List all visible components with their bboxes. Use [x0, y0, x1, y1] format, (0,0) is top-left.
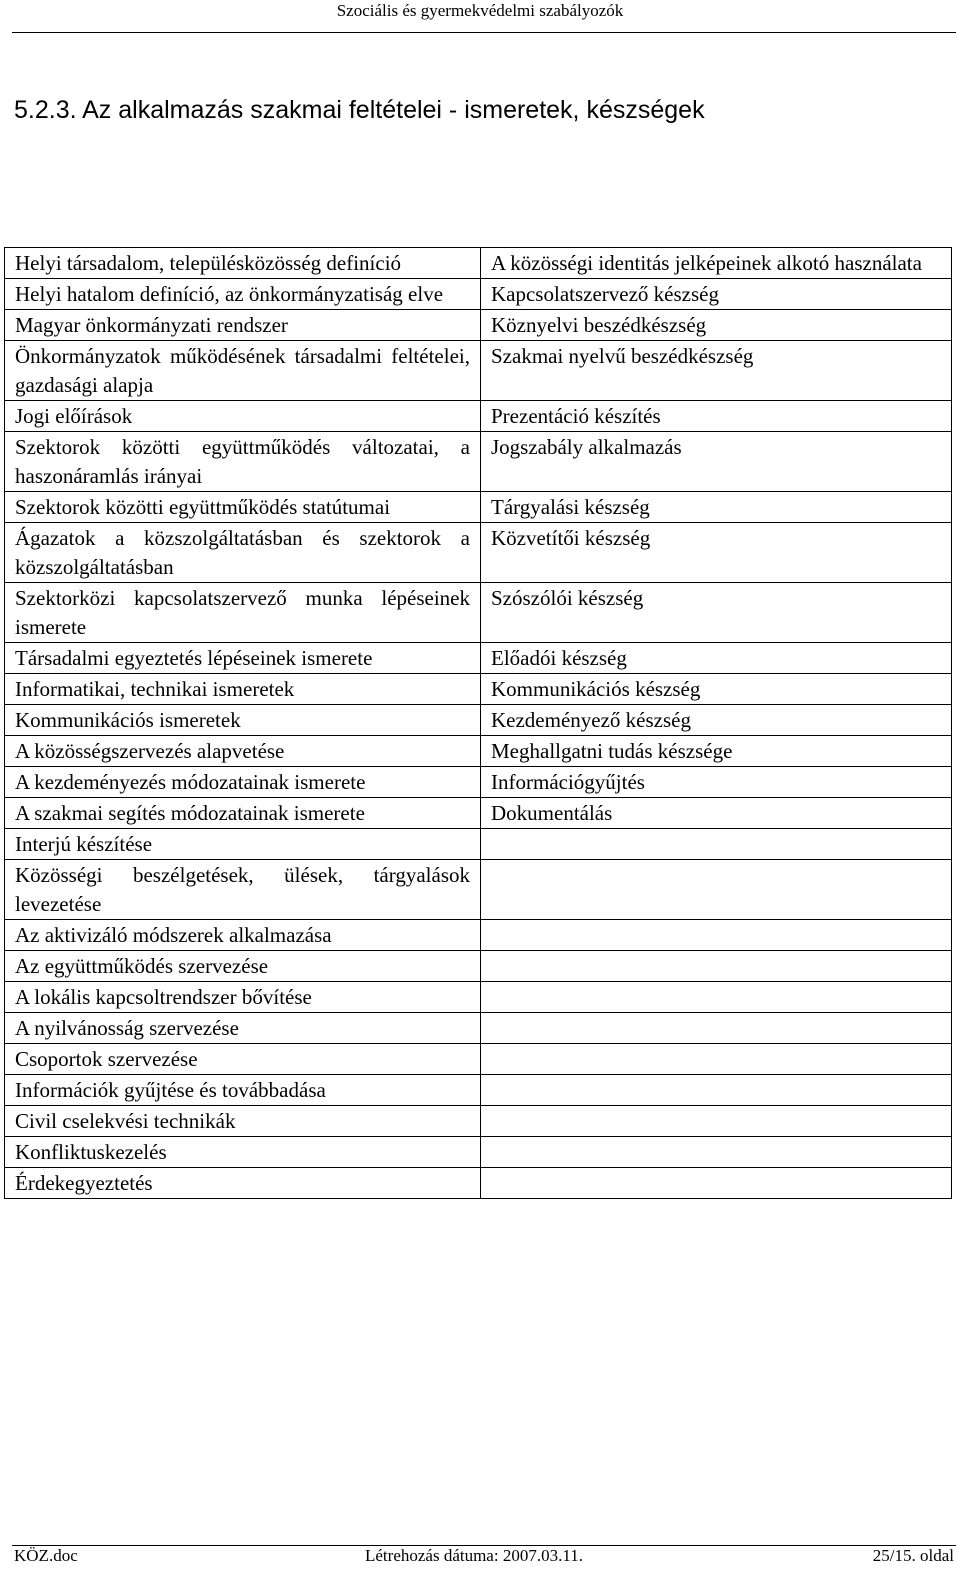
knowledge-cell: Informatikai, technikai ismeretek: [5, 674, 481, 705]
page-header: [0, 0, 960, 34]
table-row: [5, 401, 952, 432]
knowledge-cell: A kezdeményezés módozatainak ismerete: [5, 767, 481, 798]
knowledge-cell: Közösségi beszélgetések, ülések, tárgyalások levezetése: [5, 860, 481, 920]
skill-cell: Tárgyalási készség: [481, 492, 952, 523]
table-row: [5, 736, 952, 767]
skill-cell: [481, 860, 952, 920]
skill-cell: [481, 1075, 952, 1106]
knowledge-cell: Az aktivizáló módszerek alkalmazása: [5, 920, 481, 951]
skill-cell: [481, 1168, 952, 1199]
skills-table-body: [5, 248, 952, 1199]
skill-cell: Köznyelvi beszédkészség: [481, 310, 952, 341]
footer-page-number: 25/15. oldal: [872, 1546, 954, 1565]
page-footer: [14, 1544, 954, 1570]
table-row: [5, 1137, 952, 1168]
table-row: [5, 1168, 952, 1199]
skill-cell: [481, 1044, 952, 1075]
table-row: [5, 829, 952, 860]
skill-cell: Közvetítői készség: [481, 523, 952, 583]
skill-cell: Szakmai nyelvű beszédkészség: [481, 341, 952, 401]
knowledge-cell: Civil cselekvési technikák: [5, 1106, 481, 1137]
table-row: [5, 523, 952, 583]
skill-cell: Kapcsolatszervező készség: [481, 279, 952, 310]
knowledge-cell: A lokális kapcsoltrendszer bővítése: [5, 982, 481, 1013]
table-row: [5, 951, 952, 982]
skill-cell: [481, 1106, 952, 1137]
table-row: [5, 643, 952, 674]
knowledge-cell: Helyi hatalom definíció, az önkormányzatiság elve: [5, 279, 481, 310]
skill-cell: A közösségi identitás jelképeinek alkotó használata: [481, 248, 952, 279]
skill-cell: Kommunikációs készség: [481, 674, 952, 705]
skill-cell: Prezentáció készítés: [481, 401, 952, 432]
table-row: [5, 492, 952, 523]
skill-cell: Szószólói készség: [481, 583, 952, 643]
skill-cell: Kezdeményező készség: [481, 705, 952, 736]
knowledge-cell: Érdekegyeztetés: [5, 1168, 481, 1199]
knowledge-cell: Kommunikációs ismeretek: [5, 705, 481, 736]
knowledge-cell: A nyilvánosság szervezése: [5, 1013, 481, 1044]
table-row: [5, 982, 952, 1013]
knowledge-cell: Magyar önkormányzati rendszer: [5, 310, 481, 341]
knowledge-cell: Konfliktuskezelés: [5, 1137, 481, 1168]
section-title: 5.2.3. Az alkalmazás szakmai feltételei - ismeretek, készségek: [14, 96, 705, 124]
table-row: [5, 1044, 952, 1075]
knowledge-cell: Jogi előírások: [5, 401, 481, 432]
table-row: [5, 310, 952, 341]
knowledge-cell: Interjú készítése: [5, 829, 481, 860]
knowledge-cell: Szektorközi kapcsolatszervező munka lépéseinek ismerete: [5, 583, 481, 643]
table-row: [5, 920, 952, 951]
skill-cell: [481, 829, 952, 860]
table-row: [5, 798, 952, 829]
knowledge-cell: A közösségszervezés alapvetése: [5, 736, 481, 767]
knowledge-cell: Társadalmi egyeztetés lépéseinek ismerete: [5, 643, 481, 674]
table-row: [5, 1013, 952, 1044]
footer-created-date: Létrehozás dátuma: 2007.03.11.: [365, 1546, 583, 1565]
skill-cell: Információgyűjtés: [481, 767, 952, 798]
knowledge-cell: Az együttműködés szervezése: [5, 951, 481, 982]
skill-cell: [481, 982, 952, 1013]
table-row: [5, 1106, 952, 1137]
table-row: [5, 767, 952, 798]
skill-cell: [481, 1013, 952, 1044]
knowledge-cell: Önkormányzatok működésének társadalmi feltételei, gazdasági alapja: [5, 341, 481, 401]
skill-cell: [481, 951, 952, 982]
table-row: [5, 1075, 952, 1106]
knowledge-cell: Csoportok szervezése: [5, 1044, 481, 1075]
header-divider: [12, 32, 956, 33]
table-row: [5, 583, 952, 643]
footer-filename: KÖZ.doc: [14, 1546, 78, 1565]
table-row: [5, 248, 952, 279]
table-row: [5, 705, 952, 736]
skill-cell: [481, 1137, 952, 1168]
skill-cell: Előadói készség: [481, 643, 952, 674]
knowledge-cell: Információk gyűjtése és továbbadása: [5, 1075, 481, 1106]
header-title: Szociális és gyermekvédelmi szabályozók: [336, 1, 624, 20]
skill-cell: Dokumentálás: [481, 798, 952, 829]
table-row: [5, 279, 952, 310]
knowledge-cell: Ágazatok a közszolgáltatásban és szektorok a közszolgáltatásban: [5, 523, 481, 583]
skill-cell: [481, 920, 952, 951]
table-row: [5, 674, 952, 705]
knowledge-cell: A szakmai segítés módozatainak ismerete: [5, 798, 481, 829]
table-row: [5, 860, 952, 920]
skills-table: [4, 247, 952, 1199]
table-row: [5, 432, 952, 492]
skill-cell: Jogszabály alkalmazás: [481, 432, 952, 492]
table-row: [5, 341, 952, 401]
knowledge-cell: Szektorok közötti együttműködés statútumai: [5, 492, 481, 523]
skill-cell: Meghallgatni tudás készsége: [481, 736, 952, 767]
knowledge-cell: Helyi társadalom, településközösség definíció: [5, 248, 481, 279]
knowledge-cell: Szektorok közötti együttműködés változatai, a haszonáramlás irányai: [5, 432, 481, 492]
